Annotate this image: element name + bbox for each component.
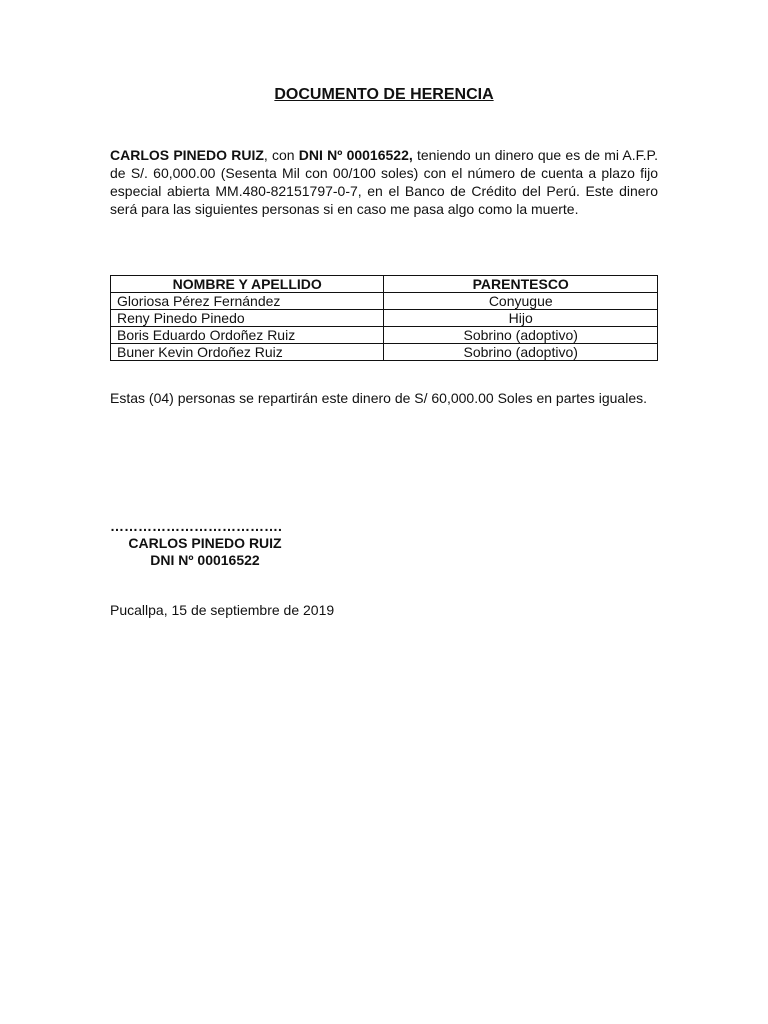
intro-name: CARLOS PINEDO RUIZ [110, 147, 264, 163]
signature-line: ………………………………. [110, 518, 282, 534]
document-title: DOCUMENTO DE HERENCIA [274, 86, 494, 103]
signature-name: CARLOS PINEDO RUIZ [128, 535, 282, 551]
table-row [111, 293, 658, 310]
table-row [111, 344, 658, 361]
intro-dni: DNI Nº 00016522, [298, 147, 413, 163]
table-row [111, 327, 658, 344]
heir-name: Buner Kevin Ordoñez Ruiz [111, 344, 384, 361]
table-header-row [111, 276, 658, 293]
heir-relation: Conyugue [384, 293, 658, 310]
heir-relation: Hijo [384, 310, 658, 327]
signature-dni: DNI Nº 00016522 [150, 552, 260, 568]
heir-relation: Sobrino (adoptivo) [384, 327, 658, 344]
heir-name: Gloriosa Pérez Fernández [111, 293, 384, 310]
heir-name: Reny Pinedo Pinedo [111, 310, 384, 327]
header-relation: PARENTESCO [384, 276, 658, 293]
place-date: Pucallpa, 15 de septiembre de 2019 [110, 602, 335, 618]
heir-name: Boris Eduardo Ordoñez Ruiz [111, 327, 384, 344]
table-row [111, 310, 658, 327]
closing-paragraph: Estas (04) personas se repartirán este dinero de S/ 60,000.00 Soles en partes iguales. [110, 390, 647, 406]
heirs-table [110, 275, 658, 361]
intro-sep: , con [263, 147, 299, 163]
heir-relation: Sobrino (adoptivo) [384, 344, 658, 361]
intro-paragraph [110, 146, 658, 218]
header-name: NOMBRE Y APELLIDO [111, 276, 384, 293]
intro-rest: teniendo un dinero que es de mi A.F.P. de S/. 60,000.00 (Sesenta Mil con 00/100 soles) con el número de cuenta a plazo fijo especial abierta MM.480-82151797-0-7, en el Banco de Crédito del Perú. Este dinero será para las siguientes personas si en caso me pasa algo como la muerte. [110, 147, 658, 217]
